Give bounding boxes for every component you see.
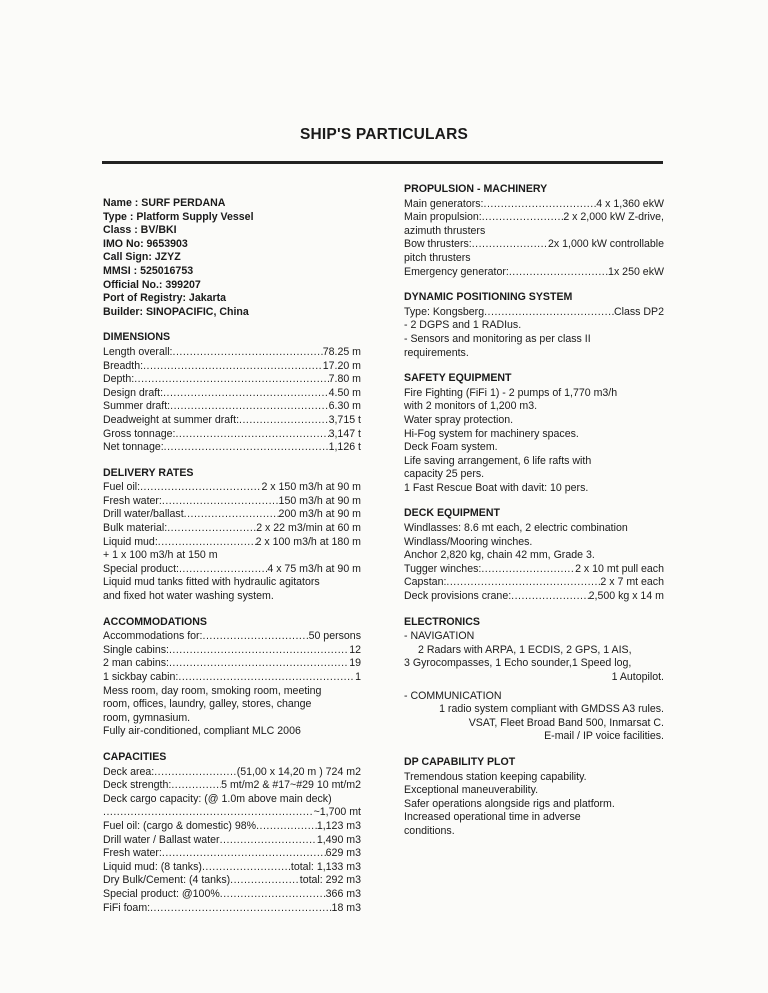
dp-system-section (404, 291, 664, 360)
delivery-row (103, 481, 361, 495)
capacity-row (103, 820, 361, 834)
delivery-row (103, 536, 361, 550)
row-value: 200 m3/h at 90 m (278, 508, 361, 521)
safety-line: 1 Fast Rescue Boat with davit: 10 pers. (404, 481, 589, 494)
capacity-row (103, 806, 361, 820)
accommodation-line: Fully air-conditioned, compliant MLC 2006 (103, 725, 301, 738)
identity-type: Type : Platform Supply Vessel (103, 210, 254, 223)
row-label: Bulk material: (103, 522, 168, 535)
dp-plot-heading: DP CAPABILITY PLOT (404, 755, 516, 768)
row-label: Liquid mud: (103, 535, 158, 548)
row-value: 2 x 2,000 kW Z-drive, (563, 211, 664, 224)
dp-plot-section (404, 756, 664, 839)
row-value: 19 (349, 657, 361, 670)
row-value: 1x 250 ekW (608, 265, 664, 278)
row-value: 1,126 t (328, 441, 361, 454)
accommodation-line: room, offices, laundry, galley, stores, change (103, 698, 312, 711)
safety-line: Fire Fighting (FiFi 1) - 2 pumps of 1,770 m3/h (404, 386, 618, 399)
row-value: 5 mt/m2 & #17~#29 10 mt/m2 (221, 779, 361, 792)
row-label: Special product: (103, 562, 179, 575)
safety-section (404, 372, 664, 495)
row-label: Special product: @100% (103, 887, 220, 900)
row-label: Type: Kongsberg (404, 305, 485, 318)
dimension-row (103, 346, 361, 360)
row-label: Net tonnage: (103, 441, 164, 454)
row-label: Single cabins: (103, 643, 169, 656)
row-label: Fuel oil: (cargo & domestic) 98% (103, 819, 257, 832)
right-column (404, 183, 664, 851)
capacity-row (103, 834, 361, 848)
row-label: Fuel oil: (103, 481, 141, 494)
left-column (103, 197, 361, 927)
safety-line: Water spray protection. (404, 413, 514, 426)
capacity-row (103, 888, 361, 902)
row-value: 12 (349, 643, 361, 656)
capacity-row (103, 861, 361, 875)
deck-line: Anchor 2,820 kg, chain 42 mm, Grade 3. (404, 549, 595, 562)
vessel-identity (103, 197, 361, 319)
safety-line: Life saving arrangement, 6 life rafts with (404, 454, 592, 467)
safety-line: Deck Foam system. (404, 441, 498, 454)
row-label: Accommodations for: (103, 630, 203, 643)
row-value: 3,715 t (328, 413, 361, 426)
row-label: FiFi foam: (103, 901, 151, 914)
row-label: Gross tonnage: (103, 427, 176, 440)
accommodation-row (103, 671, 361, 685)
row-value: 629 m3 (325, 847, 361, 860)
deck-row (404, 590, 664, 604)
electronics-heading: ELECTRONICS (404, 615, 480, 628)
delivery-line: and fixed hot water washing system. (103, 590, 274, 603)
dimensions-section (103, 331, 361, 454)
dp-line: - 2 DGPS and 1 RADIus. (404, 319, 522, 332)
capacity-row (103, 874, 361, 888)
row-label: Breadth: (103, 359, 144, 372)
deck-heading: DECK EQUIPMENT (404, 507, 500, 520)
accommodation-row (103, 644, 361, 658)
deck-line: Windlasses: 8.6 mt each, 2 electric combination (404, 522, 628, 535)
page-title: SHIP'S PARTICULARS (299, 126, 469, 143)
dimension-row (103, 414, 361, 428)
row-value: 2 x 100 m3/h at 180 m (255, 535, 361, 548)
row-label: Main propulsion: (404, 211, 482, 224)
row-label: Dry Bulk/Cement: (4 tanks) (103, 874, 231, 887)
row-value: 50 persons (308, 630, 361, 643)
dimension-row (103, 400, 361, 414)
row-value: 17.20 m (322, 359, 361, 372)
propulsion-section (404, 183, 664, 279)
delivery-row (103, 563, 361, 577)
row-label: Depth: (103, 373, 135, 386)
identity-name: Name : SURF PERDANA (103, 197, 226, 209)
dimension-row (103, 387, 361, 401)
safety-line: capacity 25 pers. (404, 468, 485, 481)
row-value: 7.80 m (328, 373, 361, 386)
row-value: 4 x 75 m3/h at 90 m (267, 562, 361, 575)
propulsion-line: pitch thrusters (404, 251, 471, 264)
delivery-line: Liquid mud tanks fitted with hydraulic agitators (103, 576, 320, 589)
row-label: Main generators: (404, 197, 484, 210)
capacity-row (103, 779, 361, 793)
accommodation-line: Mess room, day room, smoking room, meeting (103, 684, 322, 697)
row-label: 2 man cabins: (103, 657, 169, 670)
row-value: ~1,700 mt (313, 806, 361, 819)
dp-line: - Sensors and monitoring as per class II (404, 332, 591, 345)
row-label: Fresh water: (103, 847, 162, 860)
navigation-line: 1 Autopilot. (611, 671, 664, 683)
electronics-section (404, 616, 664, 744)
deck-section (404, 507, 664, 603)
row-label: Deadweight at summer draft: (103, 413, 240, 426)
delivery-row (103, 495, 361, 509)
row-value: 1,123 m3 (316, 819, 361, 832)
row-label: Emergency generator: (404, 265, 509, 278)
dimension-row (103, 428, 361, 442)
row-value: 1,490 m3 (316, 833, 361, 846)
row-label: Deck strength: (103, 779, 172, 792)
propulsion-line: azimuth thrusters (404, 224, 486, 237)
propulsion-row (404, 211, 664, 225)
delivery-rates-heading: DELIVERY RATES (103, 466, 194, 479)
dimensions-heading: DIMENSIONS (103, 331, 171, 344)
accommodation-row (103, 657, 361, 671)
row-value: total: 1,133 m3 (290, 860, 361, 873)
safety-heading: SAFETY EQUIPMENT (404, 372, 512, 385)
capacity-line: Deck cargo capacity: (@ 1.0m above main deck) (103, 792, 332, 805)
delivery-row (103, 522, 361, 536)
navigation-label: - NAVIGATION (404, 630, 475, 643)
identity-mmsi: MMSI : 525016753 (103, 264, 194, 277)
identity-call-sign: Call Sign: JZYZ (103, 251, 181, 264)
propulsion-row (404, 238, 664, 252)
row-label: Summer draft: (103, 400, 171, 413)
title-divider (102, 161, 663, 164)
row-label: Drill water / Ballast water (103, 833, 220, 846)
capacities-heading: CAPACITIES (103, 750, 167, 763)
row-value: 150 m3/h at 90 m (278, 494, 361, 507)
dp-plot-line: Exceptional maneuverability. (404, 784, 539, 797)
row-value: 2 x 10 mt pull each (575, 562, 664, 575)
row-value: 2,500 kg x 14 m (588, 590, 664, 603)
delivery-rates-section (103, 467, 361, 604)
row-value: 2 x 22 m3/min at 60 m (256, 522, 361, 535)
deck-row (404, 563, 664, 577)
row-label: Deck provisions crane: (404, 590, 512, 603)
row-label: Bow thrusters: (404, 238, 472, 251)
identity-imo: IMO No: 9653903 (103, 237, 188, 250)
row-value: 18 m3 (331, 901, 361, 914)
dp-plot-line: Safer operations alongside rigs and platform. (404, 797, 615, 810)
dimension-row (103, 441, 361, 455)
dimension-row (103, 360, 361, 374)
navigation-line: 2 Radars with ARPA, 1 ECDIS, 2 GPS, 1 AIS, (418, 643, 632, 656)
capacity-row (103, 766, 361, 780)
row-label: Liquid mud: (8 tanks) (103, 860, 202, 873)
identity-official-no: Official No.: 399207 (103, 278, 201, 291)
safety-line: with 2 monitors of 1,200 m3. (404, 400, 538, 413)
accommodations-heading: ACCOMMODATIONS (103, 615, 207, 628)
row-value: 4 x 1,360 ekW (596, 197, 664, 210)
row-value: 2 x 150 m3/h at 90 m (261, 481, 361, 494)
row-label: Drill water/ballast (103, 508, 184, 521)
row-value: 78.25 m (322, 345, 361, 358)
accommodations-section (103, 616, 361, 739)
communication-line: E-mail / IP voice facilities. (544, 730, 664, 743)
row-value: (51,00 x 14,20 m ) 724 m2 (236, 765, 361, 778)
row-value: 2x 1,000 kW controllable (547, 238, 664, 251)
accommodation-row (103, 630, 361, 644)
dp-row (404, 306, 664, 320)
accommodation-line: room, gymnasium. (103, 711, 191, 724)
safety-line: Hi-Fog system for machinery spaces. (404, 427, 579, 440)
row-label: Length overall: (103, 345, 173, 358)
dp-plot-line: conditions. (404, 824, 455, 837)
row-label: 1 sickbay cabin: (103, 671, 179, 683)
delivery-line: + 1 x 100 m3/h at 150 m (103, 549, 218, 562)
dimension-row (103, 373, 361, 387)
deck-line: Windlass/Mooring winches. (404, 535, 533, 548)
row-label: Tugger winches: (404, 562, 482, 575)
row-label: Capstan: (404, 576, 447, 589)
communication-line: VSAT, Fleet Broad Band 500, Inmarsat C. (468, 716, 664, 729)
row-value: 4.50 m (328, 386, 361, 399)
communication-label: - COMMUNICATION (404, 689, 502, 702)
row-value: total: 292 m3 (299, 874, 361, 887)
identity-class: Class : BV/BKI (103, 224, 177, 237)
identity-builder: Builder: SINOPACIFIC, China (103, 305, 249, 318)
capacity-row (103, 847, 361, 861)
dp-plot-line: Increased operational time in adverse (404, 811, 581, 824)
row-label: Design draft: (103, 386, 164, 399)
capacities-section (103, 751, 361, 915)
row-value: 1 (355, 671, 361, 683)
capacity-row (103, 902, 361, 916)
navigation-line: 3 Gyrocompasses, 1 Echo sounder,1 Speed log, (404, 657, 632, 670)
row-value: 366 m3 (325, 887, 361, 900)
row-label: Deck area: (103, 765, 155, 778)
row-value: Class DP2 (613, 305, 664, 318)
delivery-row (103, 508, 361, 522)
row-value: 6.30 m (328, 400, 361, 413)
communication-line: 1 radio system compliant with GMDSS A3 rules. (439, 703, 664, 716)
dp-plot-line: Tremendous station keeping capability. (404, 770, 587, 783)
propulsion-row (404, 266, 664, 280)
propulsion-heading: PROPULSION - MACHINERY (404, 183, 548, 195)
row-value: 3,147 t (328, 427, 361, 440)
identity-port: Port of Registry: Jakarta (103, 292, 227, 305)
row-label: Fresh water: (103, 494, 162, 507)
row-value: 2 x 7 mt each (600, 576, 664, 589)
dp-system-heading: DYNAMIC POSITIONING SYSTEM (404, 291, 573, 304)
deck-row (404, 576, 664, 590)
dp-line: requirements. (404, 346, 469, 359)
propulsion-row (404, 198, 664, 212)
